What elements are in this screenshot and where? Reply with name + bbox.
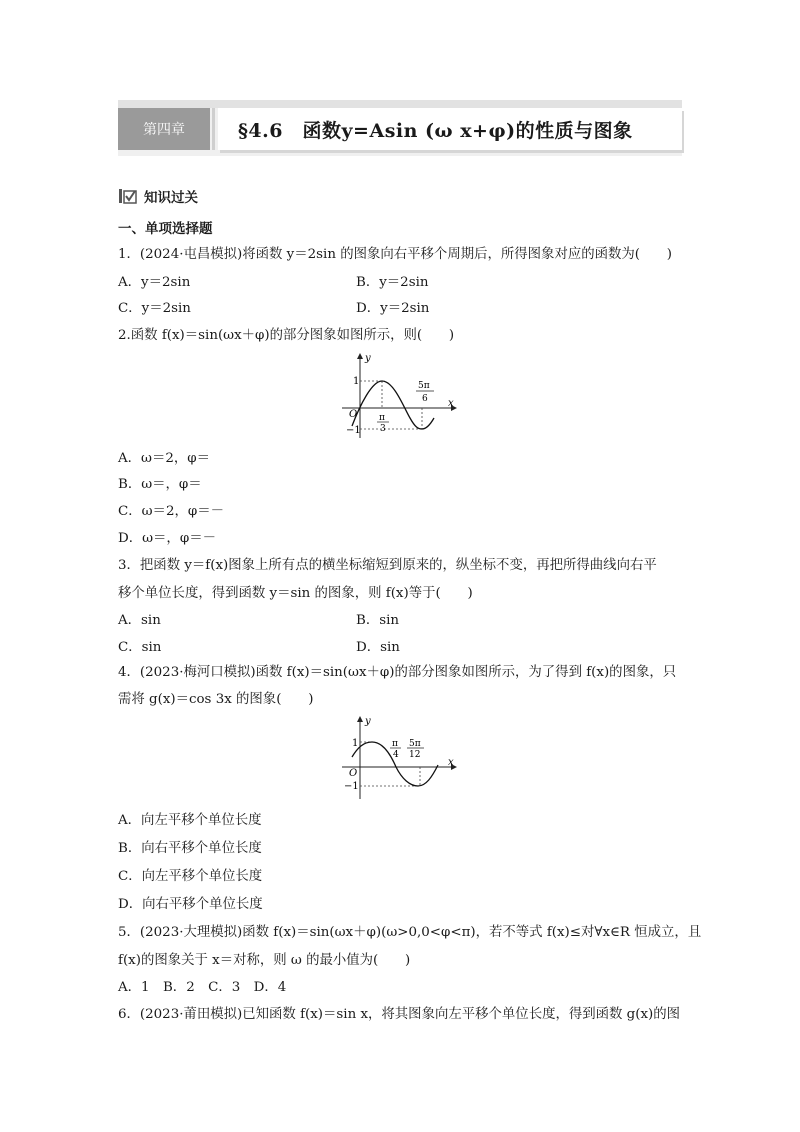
origin-label: O	[349, 768, 358, 779]
peak-numerator: 5π	[418, 381, 430, 391]
question-4-stem-line-2: 需将 g(x)＝cos 3x 的图象( )	[118, 692, 314, 707]
question-4-stem-line-1: 4．(2023·梅河口模拟)函数 f(x)＝sin(ωx＋φ)的部分图象如图所示，为了得到 f(x)的图象，只	[118, 665, 677, 680]
question-2-option-d: D．ω＝，φ＝－	[118, 531, 216, 546]
checklist-icon	[118, 187, 138, 205]
origin-label: O	[349, 409, 358, 420]
y-tick-top: 1	[353, 376, 360, 387]
title-box	[218, 108, 682, 150]
question-2-option-c: C．ω＝2，φ＝－	[118, 504, 225, 519]
x-axis-label: x	[448, 757, 454, 768]
question-2-option-a: A．ω＝2，φ＝	[118, 451, 211, 466]
question-3-option-b: B．sin	[356, 613, 400, 628]
tick-1-numerator: π	[392, 739, 398, 749]
question-5-options: A．1 B．2 C．3 D．4	[118, 980, 287, 995]
question-3-option-d: D．sin	[356, 640, 400, 655]
question-4-option-a: A．向左平移个单位长度	[118, 813, 262, 828]
section-label-text: 知识过关	[144, 190, 198, 206]
y-axis-label: y	[365, 716, 371, 727]
tick-1-denominator: 4	[393, 750, 399, 760]
tick-2-numerator: 5π	[409, 739, 421, 749]
question-3-stem-line-2: 移个单位长度，得到函数 y＝sin 的图象，则 f(x)等于( )	[118, 586, 473, 601]
part-heading: 一、单项选择题	[118, 221, 213, 237]
tick-numerator: π	[379, 413, 385, 423]
header-topline	[118, 100, 682, 108]
question-1-stem: 1．(2024·屯昌模拟)将函数 y＝2sin 的图象向右平移个周期后，所得图象对应的函数为( )	[118, 247, 673, 262]
question-2-graph	[338, 350, 462, 440]
question-2-stem: 2.函数 f(x)＝sin(ωx＋φ)的部分图象如图所示，则( )	[118, 328, 455, 343]
y-tick-bottom: −1	[346, 425, 361, 436]
question-5-stem-line-1: 5．(2023·大理模拟)函数 f(x)＝sin(ωx＋φ)(ω>0,0<φ<π)，若不等式 f(x)≤对∀x∈R 恒成立，且	[118, 925, 702, 940]
question-4-option-b: B．向右平移个单位长度	[118, 841, 262, 856]
question-2-option-b: B．ω＝，φ＝	[118, 477, 202, 492]
question-5-stem-line-2: f(x)的图象关于 x＝对称，则 ω 的最小值为( )	[118, 953, 411, 968]
tick-2-denominator: 12	[409, 750, 421, 760]
question-1-option-d: D．y＝2sin	[356, 301, 430, 316]
peak-denominator: 6	[422, 394, 428, 404]
tick-denominator: 3	[380, 424, 386, 434]
y-tick-bottom: −1	[344, 781, 359, 792]
chapter-tag: 第四章	[118, 108, 210, 150]
page-title: §4.6 函数y=Asin (ω x+φ)的性质与图象	[238, 119, 633, 142]
header-separator	[212, 108, 215, 150]
section-label	[118, 186, 198, 206]
y-axis-label: y	[365, 353, 371, 364]
question-6-stem-line-1: 6．(2023·莆田模拟)已知函数 f(x)＝sin x，将其图象向左平移个单位长度，得到函数 g(x)的图	[118, 1007, 681, 1022]
question-4-graph	[338, 713, 462, 801]
question-4-option-d: D．向右平移个单位长度	[118, 897, 263, 912]
question-3-option-c: C．sin	[118, 640, 162, 655]
question-1-option-a: A．y＝2sin	[118, 275, 191, 290]
question-1-option-b: B．y＝2sin	[356, 275, 429, 290]
question-3-option-a: A．sin	[118, 613, 161, 628]
question-4-option-c: C．向左平移个单位长度	[118, 869, 263, 884]
question-3-stem-line-1: 3．把函数 y＝f(x)图象上所有点的横坐标缩短到原来的，纵坐标不变，再把所得曲线向右平	[118, 558, 657, 573]
x-axis-label: x	[448, 398, 454, 409]
y-tick-top: 1	[352, 738, 359, 749]
question-1-option-c: C．y＝2sin	[118, 301, 191, 316]
